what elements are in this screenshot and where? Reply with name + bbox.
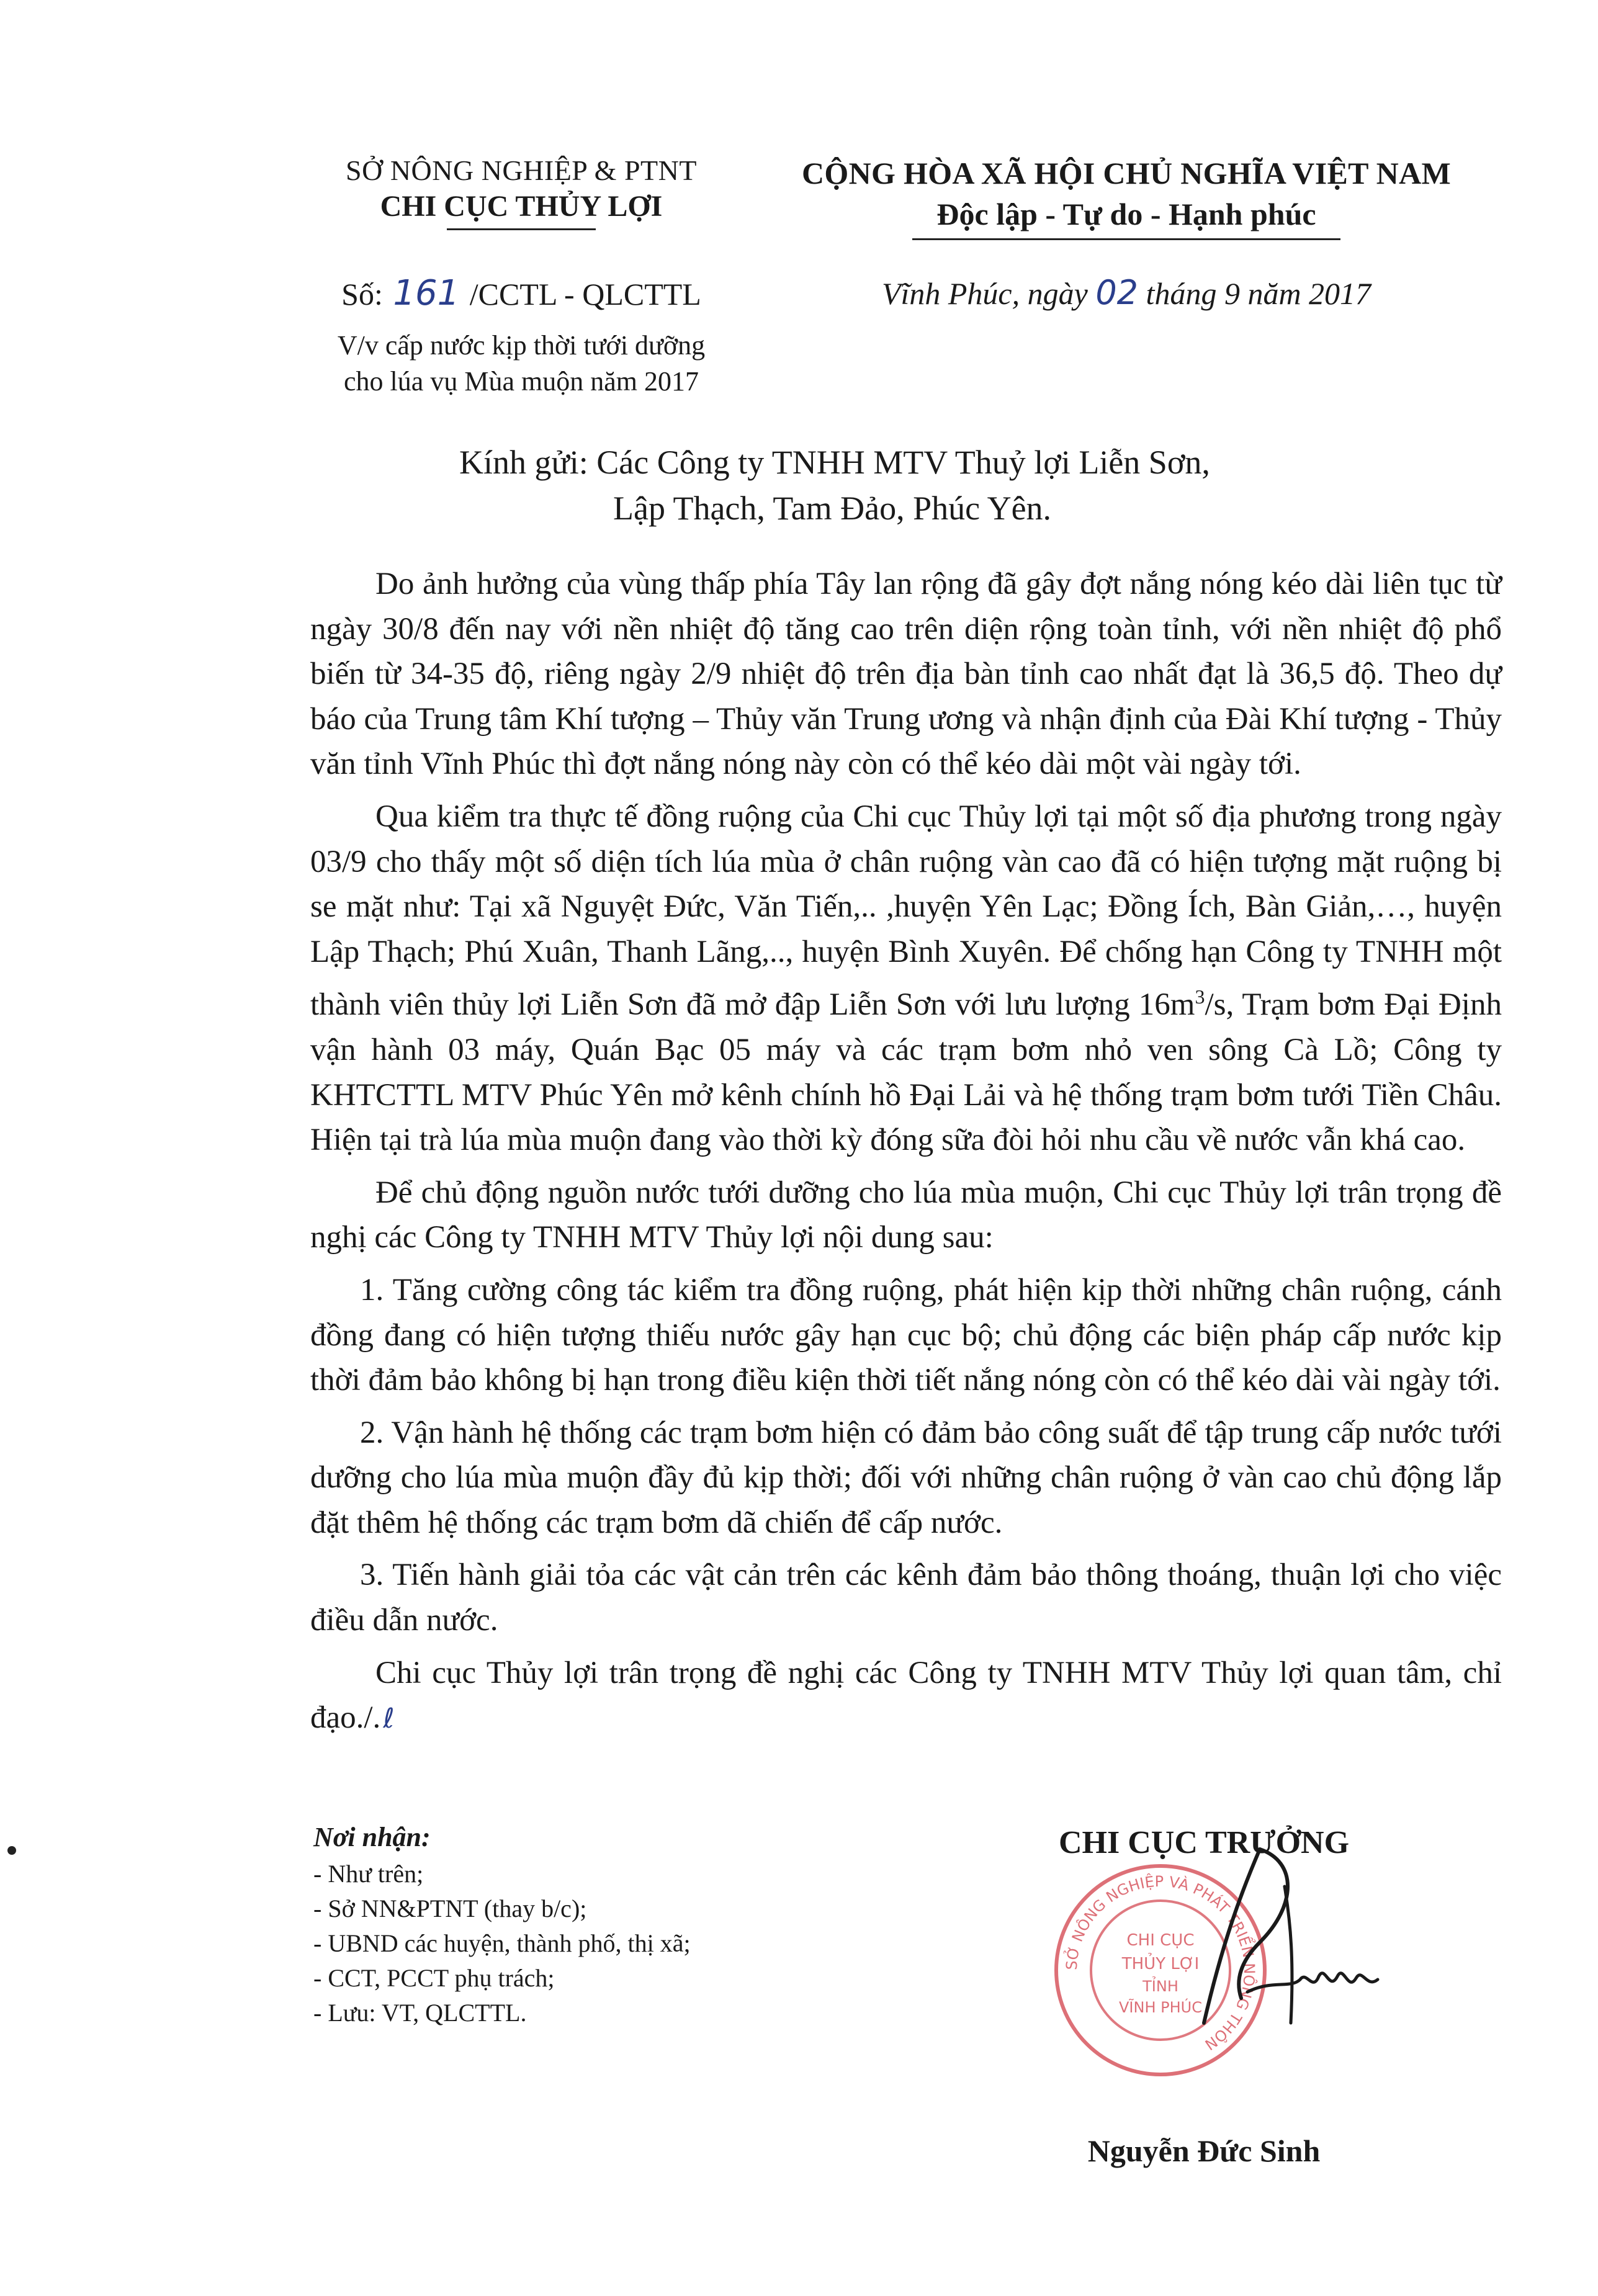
document-number	[298, 273, 745, 313]
paragraph-text: /s, Trạm bơm Đại Định vận hành 03 máy, Quán Bạc 05 máy và các trạm bơm nhỏ ven sông Cà Lồ; Công ty KHTCTTL MTV Phúc Yên mở kênh chính hồ Đại Lải và hệ thống trạm bơm tưới Tiền Châu. Hiện tại trà lúa mùa muộn đang vào thời kỳ đóng sữa đòi hỏi nhu cầu về nước vẫn khá cao.	[310, 987, 1502, 1158]
recipients-list	[313, 1821, 872, 2030]
request-item: 1. Tăng cường công tác kiểm tra đồng ruộng, phát hiện kịp thời những chân ruộng, cánh đồng đang có hiện tượng thiếu nước gây hạn cục bộ; chủ động các biện pháp cấp nước kịp thời đảm bảo không bị hạn trong điều kiện thời tiết nắng nóng còn có thể kéo dài vài ngày tới.	[310, 1272, 1502, 1398]
national-heading-block	[773, 155, 1480, 240]
recipients-list-item: - Lưu: VT, QLCTTL.	[313, 1999, 527, 2027]
document-number-prefix: Số:	[341, 277, 383, 312]
body-paragraph: Để chủ động nguồn nước tưới dưỡng cho lúa mùa muộn, Chi cục Thủy lợi trân trọng đề nghị các Công ty TNHH MTV Thủy lợi nội dung sau:	[310, 1175, 1502, 1255]
seal-center-text: VĨNH PHÚC	[1119, 1999, 1202, 2016]
agency-name: CHI CỤC THỦY LỢI	[380, 190, 663, 223]
closing-text: Chi cục Thủy lợi trân trọng đề nghị các Công ty TNHH MTV Thủy lợi quan tâm, chỉ đạo./.	[310, 1655, 1502, 1736]
recipients-list-item: - Sở NN&PTNT (thay b/c);	[313, 1895, 587, 1922]
seal-center-text: TỈNH	[1142, 1978, 1178, 1995]
date-day-handwritten: 02	[1095, 273, 1139, 312]
addressee-block	[459, 439, 1452, 531]
agency-underline	[447, 228, 596, 230]
motto-underline	[912, 238, 1340, 240]
subject-line: cho lúa vụ Mùa muộn năm 2017	[344, 366, 699, 397]
body-paragraph	[310, 794, 1502, 1163]
handwritten-initial-icon: ℓ	[383, 1703, 395, 1735]
handwritten-signature-icon	[1167, 1837, 1390, 2042]
national-title: CỘNG HÒA XÃ HỘI CHỦ NGHĨA VIỆT NAM	[802, 156, 1451, 191]
document-number-suffix: /CCTL - QLCTTL	[469, 277, 701, 312]
addressee-line: Kính gửi: Các Công ty TNHH MTV Thuỷ lợi Liễn Sơn,	[459, 444, 1210, 481]
scan-speck	[7, 1846, 16, 1855]
recipients-list-title: Nơi nhận:	[313, 1822, 431, 1852]
place-date-line	[773, 273, 1480, 312]
body-paragraph: Do ảnh hưởng của vùng thấp phía Tây lan rộng đã gây đợt nắng nóng kéo dài liên tục từ ngày 30/8 đến nay với nền nhiệt độ tăng cao trên diện rộng toàn tỉnh, với nền nhiệt độ phổ biến từ 34-35 độ, riêng ngày 2/9 nhiệt độ trên địa bàn tỉnh cao nhất đạt là 36,5 độ. Theo dự báo của Trung tâm Khí tượng – Thủy văn Trung ương và nhận định của Đài Khí tượng - Thủy văn tỉnh Vĩnh Phúc thì đợt nắng nóng này còn có thể kéo dài một vài ngày tới.	[310, 567, 1502, 782]
seal-center-text: CHI CỤC	[1126, 1931, 1195, 1950]
recipients-list-item: - CCT, PCCT phụ trách;	[313, 1964, 555, 1992]
request-item: 2. Vận hành hệ thống các trạm bơm hiện có đảm bảo công suất để tập trung cấp nước tưới dưỡng cho lúa mùa muộn đầy đủ kịp thời; đối với những chân ruộng ở vàn cao chủ động lắp đặt thêm hệ thống các trạm bơm dã chiến để cấp nước.	[310, 1415, 1502, 1540]
recipients-list-item: - Như trên;	[313, 1860, 424, 1888]
seal-center-text: THỦY LỢI	[1121, 1955, 1200, 1973]
seal-ring-text: SỞ NÔNG NGHIỆP VÀ PHÁT TRIỂN NÔNG THÔN	[1062, 1872, 1259, 2054]
signer-name: Nguyễn Đức Sinh	[1087, 2133, 1321, 2168]
date-prefix: Vĩnh Phúc, ngày	[881, 276, 1088, 311]
addressee-line: Lập Thạch, Tam Đảo, Phúc Yên.	[613, 490, 1052, 527]
request-item: 3. Tiến hành giải tỏa các vật cản trên các kênh đảm bảo thông thoáng, thuận lợi cho việc điều dẫn nước.	[310, 1558, 1502, 1638]
issuing-agency-block	[298, 154, 745, 230]
date-suffix: tháng 9 năm 2017	[1146, 276, 1371, 311]
letter-body	[310, 562, 1502, 1749]
national-motto: Độc lập - Tự do - Hạnh phúc	[936, 197, 1316, 231]
closing-paragraph	[310, 1651, 1502, 1742]
paragraph-text: Qua kiểm tra thực tế đồng ruộng của Chi cục Thủy lợi tại một số địa phương trong ngày 03/9 cho thấy một số diện tích lúa mùa ở chân ruộng vàn cao đã có hiện tượng mặt ruộng bị se mặt như: Tại xã Nguyệt Đức, Văn Tiến,.. ,huyện Yên Lạc; Đồng Ích, Bàn Giản,…, huyện Lập Thạch; Phú Xuân, Thanh Lãng,.., huyện Bình Xuyên. Để chống hạn Công ty TNHH một thành viên thủy lợi Liễn Sơn đã mở đập Liễn Sơn với lưu lượng 16m	[310, 799, 1502, 1023]
signer-title: CHI CỤC TRƯỞNG	[1058, 1825, 1350, 1860]
document-subject	[298, 328, 745, 400]
recipients-list-item: - UBND các huyện, thành phố, thị xã;	[313, 1929, 691, 1957]
subject-line: V/v cấp nước kịp thời tưới dưỡng	[337, 330, 706, 361]
parent-agency: SỞ NÔNG NGHIỆP & PTNT	[346, 155, 697, 186]
superscript-exponent: 3	[1195, 985, 1205, 1008]
document-number-handwritten: 161	[393, 273, 460, 313]
